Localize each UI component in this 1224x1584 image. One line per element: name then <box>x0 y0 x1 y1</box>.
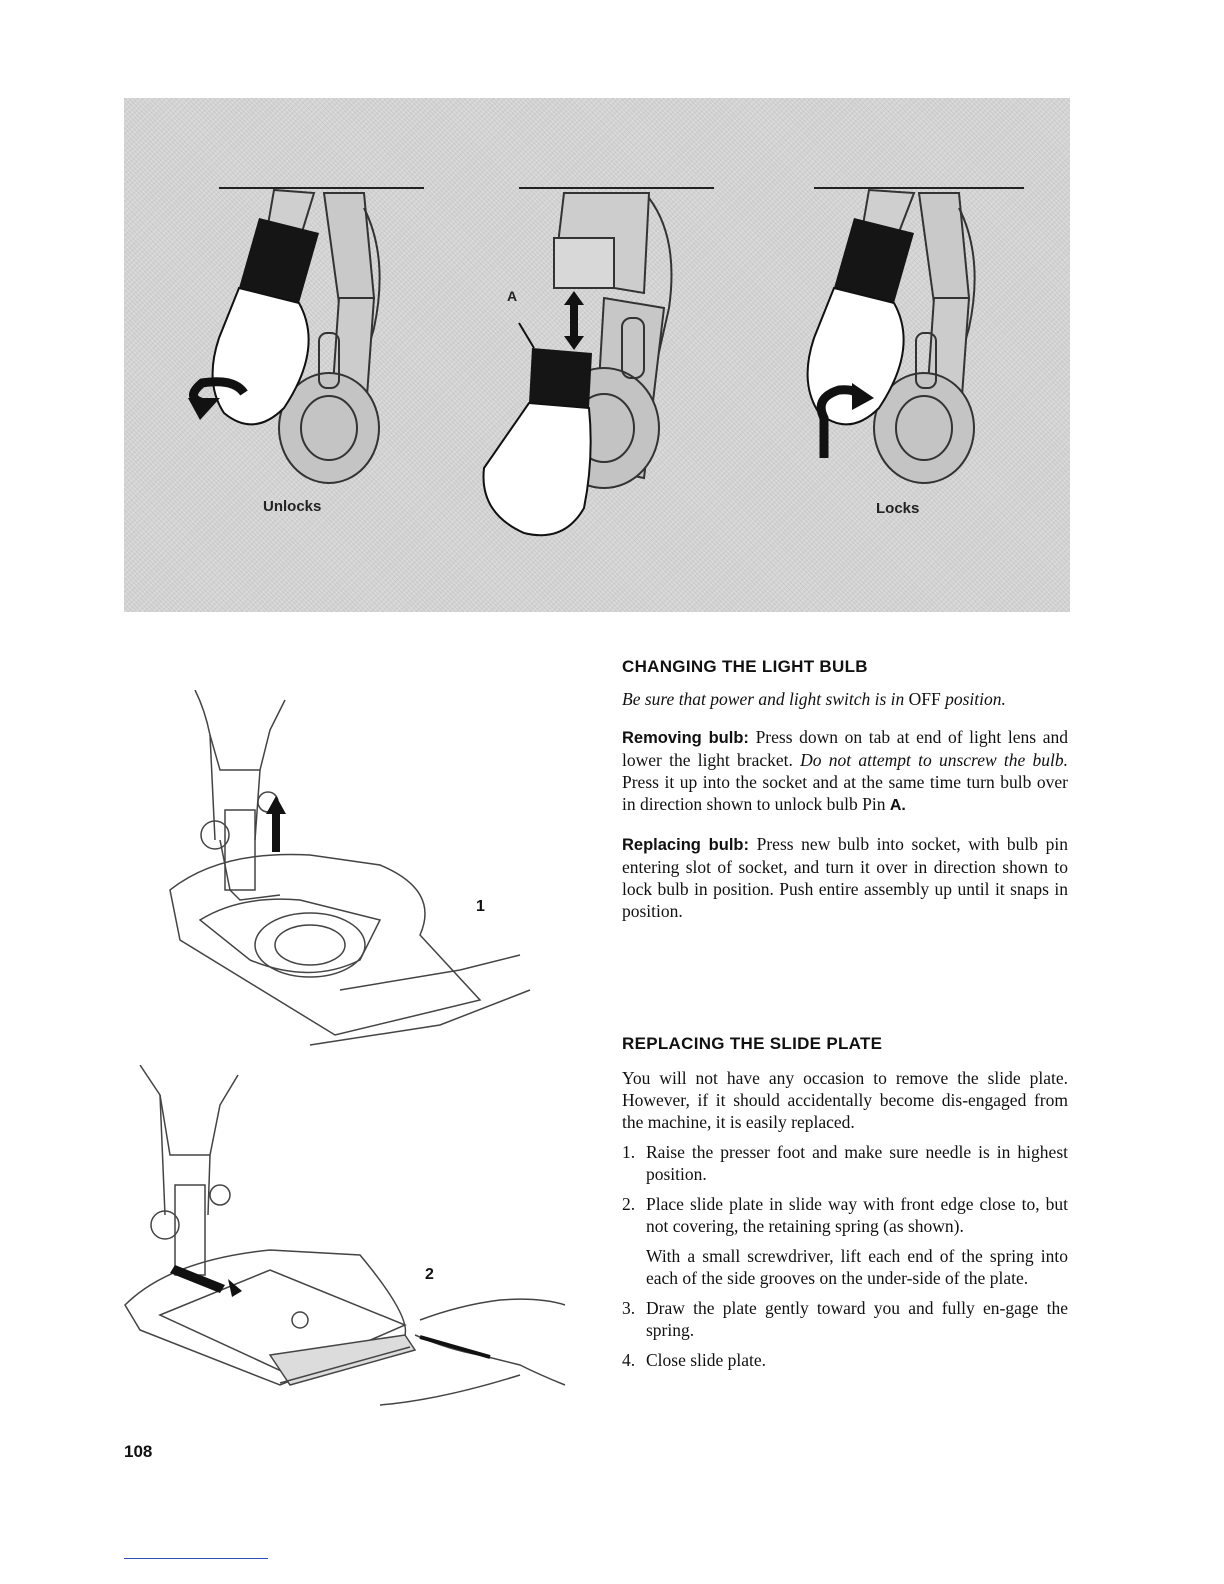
pin-a-label: A <box>507 288 518 304</box>
figure-1-illustration <box>160 690 540 1050</box>
footer-rule <box>124 1558 268 1559</box>
up-arrow-icon <box>272 810 280 852</box>
screwdriver-icon <box>420 1337 490 1357</box>
removing-bulb-paragraph: Removing bulb: Press down on tab at end of light lens and lower the light bracket. Do not attempt to unscrew the bulb. Press it up into the socket and at the same time turn bulb over in direction shown to unlock bulb Pin A. <box>622 727 1068 814</box>
push-arrow-icon <box>170 1265 225 1293</box>
figure-1-number: 1 <box>476 898 485 915</box>
presser-foot-drawing <box>160 690 540 1050</box>
section-1-heading: CHANGING THE LIGHT BULB <box>622 657 868 676</box>
slide-plate-drawing <box>120 1065 570 1425</box>
step-2-note: With a small screwdriver, lift each end of the spring into each of the side grooves on the under-side of the plate. <box>646 1246 1068 1288</box>
step-2: 2. Place slide plate in slide way with front edge close to, but not covering, the retaining spring (as shown). With a small screwdriver, lift each end of the spring into each of the side grooves on the under-side of the plate. <box>622 1194 1068 1288</box>
replacing-bulb-label: Replacing bulb: <box>622 836 749 854</box>
slide-plate-steps <box>622 1141 1068 1371</box>
figure-2-illustration <box>120 1065 570 1425</box>
bulb-illustration-panel <box>124 98 1070 612</box>
page-number: 108 <box>124 1442 153 1461</box>
left-bulb-assembly <box>213 190 380 483</box>
bulb-illustration <box>124 98 1070 612</box>
locks-label: Locks <box>876 500 920 517</box>
slide-plate-intro: You will not have any occasion to remove the slide plate. However, if it should accidentally become dis-engaged from the machine, it is easily replaced. <box>622 1068 1068 1132</box>
right-bulb-assembly <box>808 190 975 483</box>
section-replacing-slide-plate <box>622 1033 1068 1379</box>
step-4: 4. Close slide plate. <box>622 1350 767 1370</box>
unlock-arrowhead-icon <box>188 398 220 420</box>
caution-note: Be sure that power and light switch is in OFF position. <box>622 689 1006 709</box>
section-changing-light-bulb <box>622 656 1068 922</box>
step-1: 1. Raise the presser foot and make sure needle is in highest position. <box>622 1142 1068 1184</box>
section-2-heading: REPLACING THE SLIDE PLATE <box>622 1034 883 1053</box>
replacing-bulb-paragraph: Replacing bulb: Press new bulb into socket, with bulb pin entering slot of socket, and turn it over in direction shown to lock bulb in position. Push entire assembly up until it snaps in position. <box>622 834 1069 921</box>
step-3: 3. Draw the plate gently toward you and fully en-gage the spring. <box>622 1298 1068 1340</box>
unlocks-label: Unlocks <box>263 498 322 515</box>
removing-bulb-label: Removing bulb: <box>622 729 749 747</box>
figure-2-number: 2 <box>425 1266 434 1283</box>
